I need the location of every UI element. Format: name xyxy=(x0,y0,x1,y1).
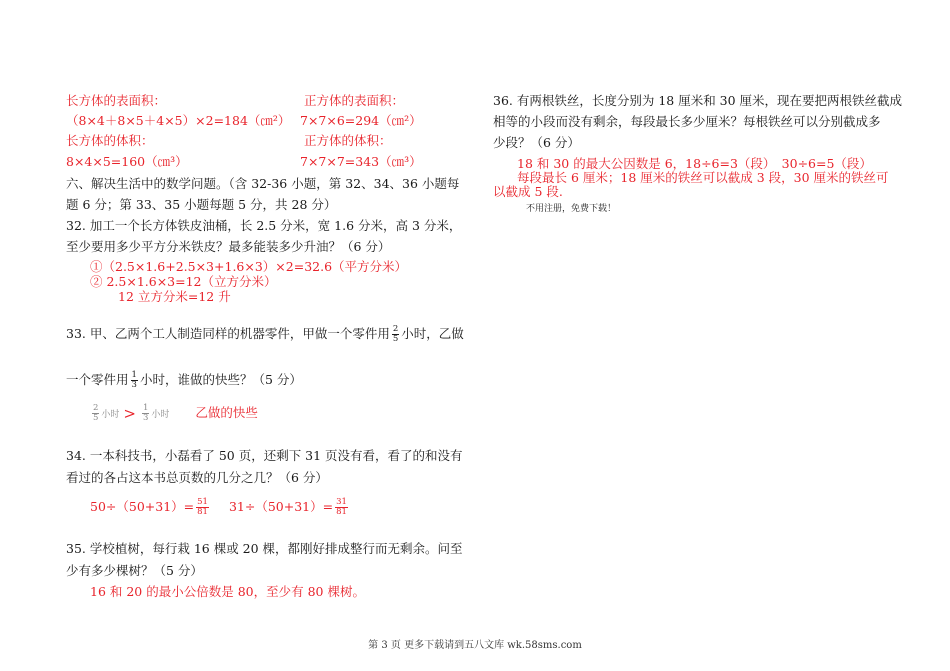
page-footer: 第 3 页 更多下载请到五八文库 wk.58sms.com xyxy=(368,640,582,651)
q33-answer xyxy=(90,404,258,423)
q35-line1: 35. 学校植树，每行栽 16 棵或 20 棵，都刚好排成整行而无剩余。问至 xyxy=(66,541,463,556)
q33-fraction2: $\frac{1}{3}$ xyxy=(131,370,137,390)
cube-surface-label: 正方体的表面积： xyxy=(304,93,405,108)
q34-answer xyxy=(90,498,350,517)
cube-surface-formula: 7×7×6=294（㎝²） xyxy=(300,113,422,128)
q33-line2-text-a: 一个零件用 xyxy=(66,372,129,387)
q33-answer-text: 乙做的快些 xyxy=(195,405,258,420)
q34-answer2-fraction: $\frac{31}{81}$ xyxy=(336,497,347,517)
q33-line1-text-b: 小时，乙做 xyxy=(401,326,464,341)
q33-fraction1: $\frac{2}{5}$ xyxy=(392,324,399,344)
q34-line2: 看过的各占这本书总页数的几分之几？（6 分） xyxy=(66,470,328,485)
q36-answer1: 18 和 30 的最大公因数是 6，18÷6=3（段） 30÷6=5（段） xyxy=(517,156,872,171)
rect-surface-formula: （8×4＋8×5＋4×5）×2=184（㎝²） xyxy=(66,113,291,128)
q36-answer3: 以截成 5 段. xyxy=(493,184,563,199)
q35-answer: 16 和 20 的最小公倍数是 80，至少有 80 棵树。 xyxy=(90,584,365,599)
q36-line2: 相等的小段而没有剩余，每段最长多少厘米？每根铁丝可以分别截成多 xyxy=(493,114,881,129)
cube-volume-label: 正方体的体积： xyxy=(304,133,392,148)
q34-answer1-text: 50÷（50+31）= xyxy=(90,499,195,514)
q34-answer1-fraction: $\frac{51}{81}$ xyxy=(197,497,208,517)
section6-heading-line2: 题 6 分；第 33、35 小题每题 5 分，共 28 分） xyxy=(66,197,337,212)
q32-answer3: 12 立方分米=12 升 xyxy=(118,289,231,304)
q33-line2 xyxy=(66,371,302,390)
q33-line2-text-b: 小时，谁做的快些？（5 分） xyxy=(139,372,302,387)
q34-line1: 34. 一本科技书，小磊看了 50 页，还剩下 31 页没有看，看了的和没有 xyxy=(66,448,463,463)
q33-answer-unit1: 小时 xyxy=(101,410,120,420)
q32-line2: 至少要用多少平方分米铁皮？最多能装多少升油？（6 分） xyxy=(66,239,391,254)
section6-heading-line1: 六、解决生活中的数学问题。（含 32-36 小题，第 32、34、36 小题每 xyxy=(66,176,460,191)
rect-volume-formula: 8×4×5=160（㎝³） xyxy=(66,154,188,169)
q36-answer2: 每段最长 6 厘米；18 厘米的铁丝可以截成 3 段，30 厘米的铁丝可 xyxy=(517,170,889,185)
q33-line1 xyxy=(66,325,464,344)
q33-answer-fraction2: $\frac{1}{3}$ xyxy=(142,403,149,423)
q32-line1: 32. 加工一个长方体铁皮油桶，长 2.5 分米，宽 1.6 分米，高 3 分米， xyxy=(66,218,462,233)
q35-line2: 少有多少棵树？（5 分） xyxy=(66,563,203,578)
q33-line1-text-a: 33. 甲、乙两个工人制造同样的机器零件，甲做一个零件用 xyxy=(66,326,390,341)
q33-answer-fraction1: $\frac{2}{5}$ xyxy=(93,403,99,423)
free-download-note: 不用注册，免费下载！ xyxy=(526,204,617,214)
q32-answer1: ①（2.5×1.6+2.5×3+1.6×3）×2=32.6（平方分米） xyxy=(90,259,408,274)
q36-line3: 少段？（6 分） xyxy=(493,135,580,150)
q33-answer-operator: > xyxy=(123,404,136,423)
q34-answer2-text: 31÷（50+31）= xyxy=(228,499,334,514)
q36-line1: 36. 有两根铁丝，长度分别为 18 厘米和 30 厘米，现在要把两根铁丝截成 xyxy=(493,93,903,108)
q33-answer-unit2: 小时 xyxy=(151,410,170,420)
q32-answer2: ② 2.5×1.6×3=12（立方分米） xyxy=(90,274,277,289)
rect-surface-label: 长方体的表面积： xyxy=(66,93,167,108)
cube-volume-formula: 7×7×7=343（㎝³） xyxy=(300,154,422,169)
rect-volume-label: 长方体的体积： xyxy=(66,133,154,148)
